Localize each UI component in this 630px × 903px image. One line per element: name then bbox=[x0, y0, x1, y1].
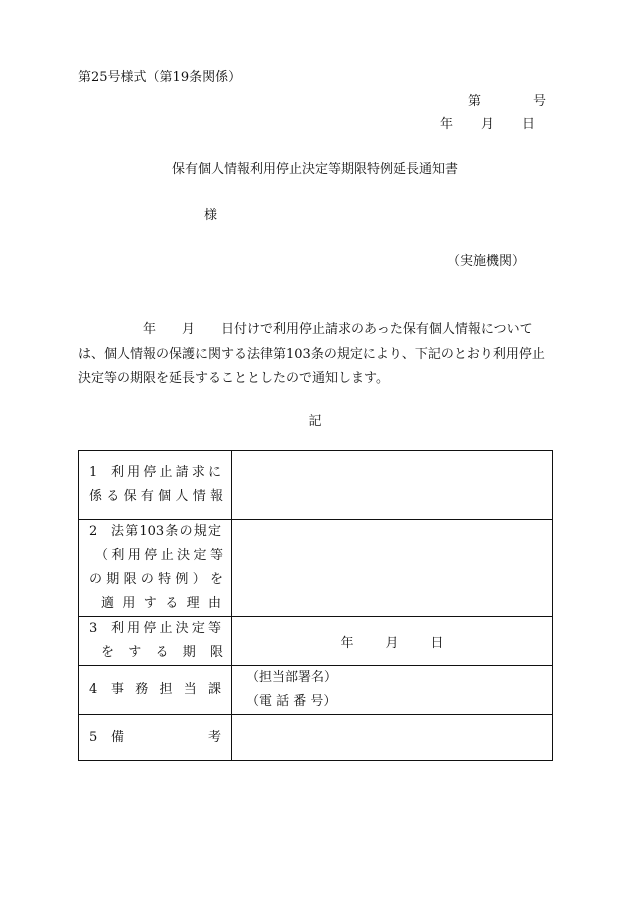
table-row bbox=[79, 715, 553, 761]
document-number-prefix: 第 bbox=[468, 94, 482, 109]
row-label-office bbox=[79, 666, 232, 715]
label-line: の期限の特例）を bbox=[89, 572, 223, 587]
row-number: 1 bbox=[89, 465, 98, 480]
label-line: 適用する理由 bbox=[101, 596, 221, 611]
deadline-day: 日 bbox=[430, 635, 444, 651]
table-row bbox=[79, 520, 553, 617]
implementing-agency: （実施機関） bbox=[447, 254, 526, 269]
row-label-deadline bbox=[79, 617, 232, 666]
document-number-line bbox=[468, 90, 546, 109]
issue-date-month: 月 bbox=[481, 117, 495, 132]
phone-number-label: （電 話 番 号） bbox=[246, 694, 337, 709]
row-label-personal-info bbox=[79, 451, 232, 520]
label-line: 利用停止請求に bbox=[111, 465, 221, 480]
deadline-date-cell[interactable] bbox=[232, 617, 553, 666]
issue-date-day: 日 bbox=[522, 117, 536, 132]
table-row bbox=[79, 451, 553, 520]
reason-value-cell[interactable] bbox=[232, 520, 553, 617]
deadline-month: 月 bbox=[385, 635, 399, 651]
notice-details-table bbox=[78, 450, 553, 761]
label-line: をする期限 bbox=[101, 645, 223, 660]
label-line: 利用停止決定等 bbox=[111, 621, 221, 636]
deadline-year: 年 bbox=[340, 635, 354, 651]
label-line: 備考 bbox=[111, 729, 221, 745]
notice-body: 年 月 日付けで利用停止請求のあった保有個人情報については、個人情報の保護に関する法律第103条の規定により、下記のとおり利用停止決定等の期限を延長することとしたので通知します。 bbox=[78, 322, 545, 386]
table-row bbox=[79, 666, 553, 715]
document-number-suffix: 号 bbox=[533, 94, 547, 109]
row-label-reason bbox=[79, 520, 232, 617]
label-line: 法第103条の規定 bbox=[111, 524, 221, 539]
recipient-honorific: 様 bbox=[204, 208, 218, 223]
row-number: 3 bbox=[89, 621, 98, 636]
record-heading: 記 bbox=[308, 414, 322, 429]
row-label-remarks bbox=[79, 715, 232, 761]
remarks-value-cell[interactable] bbox=[232, 715, 553, 761]
document-title: 保有個人情報利用停止決定等期限特例延長通知書 bbox=[171, 162, 458, 177]
issue-date-year: 年 bbox=[440, 117, 454, 132]
form-number-label: 第25号様式（第19条関係） bbox=[78, 70, 242, 85]
row-number: 5 bbox=[89, 729, 98, 745]
issue-date-line bbox=[440, 113, 535, 132]
personal-info-value-cell[interactable] bbox=[232, 451, 553, 520]
label-line: 事務担当課 bbox=[111, 682, 221, 697]
department-label: （担当部署名） bbox=[246, 670, 338, 685]
label-line: （利用停止決定等 bbox=[95, 548, 223, 563]
office-value-cell[interactable] bbox=[232, 666, 553, 715]
row-number: 4 bbox=[89, 682, 98, 697]
table-row bbox=[79, 617, 553, 666]
row-number: 2 bbox=[89, 524, 98, 539]
label-line: 係る保有個人情報 bbox=[89, 489, 223, 504]
